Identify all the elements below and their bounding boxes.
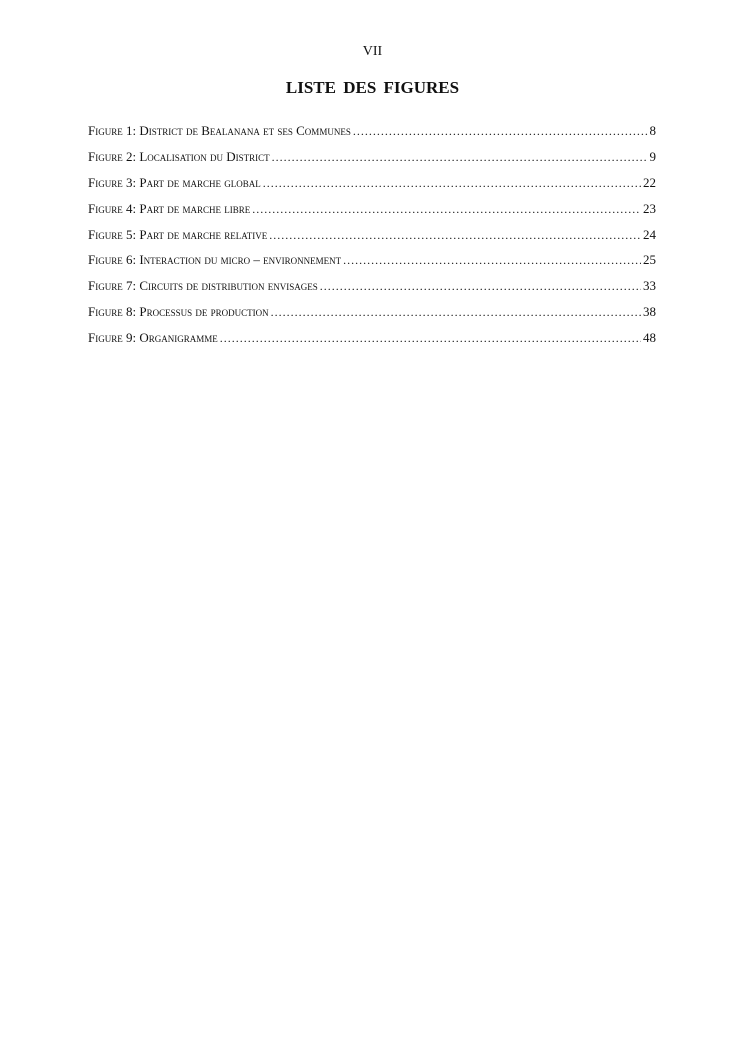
toc-entry-figure-6[interactable]: [88, 251, 656, 277]
toc-entry-page: 8: [649, 123, 656, 138]
toc-entry-label: Figure 7: Circuits de distribution envisages: [88, 278, 318, 294]
toc-entry-page: 23: [643, 200, 656, 216]
toc-entry-figure-8[interactable]: [88, 303, 656, 329]
dot-leader: [263, 174, 641, 192]
dot-leader: [252, 200, 641, 218]
toc-entry-page: 48: [643, 330, 656, 346]
toc-entry-label: Figure 3: Part de marche global: [88, 174, 261, 190]
toc-entry-page: 25: [643, 252, 656, 268]
toc-entry-page: 24: [643, 226, 656, 242]
toc-entry-figure-4[interactable]: [88, 200, 656, 226]
toc-entry-label: Figure 2: Localisation du District: [88, 148, 270, 164]
toc-entry-label: Figure 1: District de Bealanana et ses Communes: [88, 123, 351, 138]
dot-leader: [220, 329, 641, 347]
list-of-figures: [88, 122, 656, 355]
page-number: VII: [362, 44, 383, 59]
dot-leader: [320, 277, 641, 295]
toc-entry-label: Figure 6: Interaction du micro – environnement: [88, 252, 342, 268]
toc-entry-figure-5[interactable]: [88, 226, 656, 252]
toc-entry-label: Figure 5: Part de marche relative: [88, 226, 268, 242]
toc-entry-label: Figure 4: Part de marche libre: [88, 200, 251, 216]
toc-entry-figure-2[interactable]: [88, 148, 656, 174]
toc-entry-label: Figure 9: Organigramme: [88, 330, 218, 346]
toc-entry-figure-3[interactable]: [88, 174, 656, 200]
toc-entry-page: 9: [649, 148, 656, 164]
dot-leader: [269, 226, 641, 244]
dot-leader: [343, 251, 641, 269]
toc-entry-figure-9[interactable]: [88, 329, 656, 355]
toc-entry-page: 33: [643, 278, 656, 294]
toc-entry-figure-1[interactable]: [88, 122, 656, 148]
dot-leader: [353, 122, 648, 140]
toc-entry-page: 22: [643, 174, 656, 190]
dot-leader: [271, 303, 641, 321]
toc-entry-label: Figure 8: Processus de production: [88, 304, 269, 320]
toc-entry-page: 38: [643, 304, 656, 320]
dot-leader: [272, 148, 648, 166]
toc-entry-figure-7[interactable]: [88, 277, 656, 303]
page-title: LISTE DES FIGURES: [285, 78, 460, 97]
